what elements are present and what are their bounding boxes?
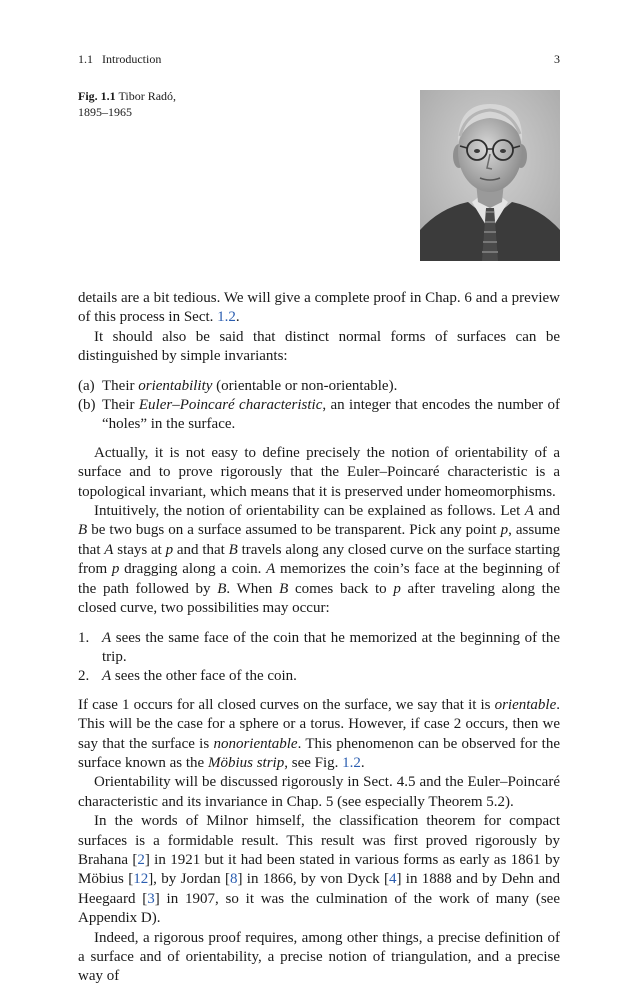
- p7-text: ] in 1921 but it had been stated in various forms as early as 1861 by Möbius [: [78, 851, 561, 888]
- math-var: B: [217, 580, 227, 597]
- section-title: Introduction: [102, 52, 162, 66]
- running-head: [78, 52, 560, 67]
- list-text: Their: [102, 377, 139, 394]
- citation-link[interactable]: 2: [137, 851, 145, 868]
- p4-text: . When: [226, 580, 280, 597]
- p4-text: Intuitively, the notion of orientability can be explained as follows. Let: [94, 503, 525, 520]
- p5-text: . This phenomenon can be observed for the surface known as the: [78, 735, 560, 771]
- figure-caption: [78, 88, 238, 120]
- p7-text: ], by Jordan [: [148, 871, 230, 888]
- list-text: sees the same face of the coin that he memorized at the beginning of the trip.: [102, 629, 560, 665]
- math-var: B: [78, 522, 88, 539]
- math-var: A: [102, 668, 112, 685]
- math-var: p: [500, 522, 509, 539]
- term-emphasis: Möbius strip: [207, 754, 285, 771]
- body-text: [78, 289, 560, 987]
- p5-text: .: [360, 754, 365, 771]
- citation-link[interactable]: 3: [147, 890, 155, 907]
- math-var: A: [104, 541, 114, 558]
- list-text: sees the other face of the coin.: [111, 668, 297, 685]
- p4-text: and that: [173, 541, 229, 558]
- list-item: [78, 377, 560, 396]
- list-item: [78, 396, 560, 435]
- paragraph-7: [78, 812, 560, 928]
- figure-caption-name: Tibor Radó,: [118, 89, 177, 103]
- p5-text: . This will be the case for a sphere or a torus. However, if case 2 occurs, then we say that the surface is: [78, 696, 560, 752]
- p7-text: In the words of Milnor himself, the classification theorem for compact surfaces is a formidable result. This result was first proved rigorously by Brahana [: [78, 813, 560, 868]
- p4-text: , assume that: [78, 522, 560, 558]
- citation-link[interactable]: 8: [229, 871, 238, 888]
- p4-text: travels along any closed curve on the surface starting from: [78, 541, 561, 578]
- p5-text: , see Fig.: [284, 754, 343, 771]
- p7-text: ] in 1866, by von Dyck [: [237, 871, 389, 888]
- term-emphasis: nonorientable: [213, 735, 298, 752]
- p7-text: ] in 1888 and by Dehn and Heegaard [: [78, 871, 561, 907]
- p7-text: ] in 1907, so it was the culmination of the work of many (see Appendix D).: [78, 890, 560, 927]
- paragraph-8: Indeed, a rigorous proof requires, among other things, a precise definition of a surface and of orientability, a precise notion of triangulation, and a precise way of: [78, 929, 560, 985]
- paragraph-2: It should also be said that distinct normal forms of surfaces can be distinguished by simple invariants:: [78, 328, 560, 365]
- list-label: (a): [78, 377, 95, 394]
- p4-text: and: [533, 503, 560, 520]
- section-number: 1.1: [78, 52, 93, 66]
- list-emphasis: orientability: [138, 377, 213, 394]
- p4-text: after traveling along the closed curve, two possibilities may occur:: [78, 580, 560, 617]
- p1-end: .: [235, 309, 240, 326]
- p5-text: If case 1 occurs for all closed curves on the surface, we say that it is: [78, 696, 495, 713]
- paragraph-5: [78, 696, 560, 774]
- invariants-list: [78, 377, 560, 435]
- math-var: A: [524, 503, 534, 520]
- math-var: p: [393, 580, 401, 597]
- math-var: A: [266, 561, 276, 578]
- citation-link[interactable]: 12: [133, 871, 149, 888]
- portrait-photo: [420, 90, 560, 261]
- list-label: 1.: [78, 629, 90, 646]
- list-item: [78, 629, 560, 668]
- figure-label: Fig. 1.1: [78, 89, 116, 103]
- p4-text: be two bugs on a surface assumed to be transparent. Pick any point: [87, 522, 501, 539]
- list-label: (b): [78, 397, 96, 414]
- paragraph-6: Orientability will be discussed rigorously in Sect. 4.5 and the Euler–Poincaré characteristic and its invariance in Chap. 5 (see especially Theorem 5.2).: [78, 774, 560, 810]
- math-var: B: [228, 541, 238, 558]
- list-text: , an integer that encodes the number of “holes” in the surface.: [102, 397, 561, 433]
- citation-link[interactable]: 4: [388, 871, 397, 888]
- cases-list: [78, 629, 560, 687]
- math-var: B: [279, 580, 289, 597]
- p1-text: details are a bit tedious. We will give a complete proof in Chap. 6 and a preview of this process in Sect.: [78, 290, 560, 326]
- term-emphasis: orientable: [494, 696, 557, 713]
- list-text: (orientable or non-orientable).: [212, 377, 398, 394]
- p4-text: stays at: [113, 541, 166, 558]
- math-var: p: [111, 561, 120, 578]
- list-text: Their: [102, 397, 139, 414]
- paragraph-4: [78, 502, 560, 618]
- math-var: p: [165, 541, 174, 558]
- paragraph-1: [78, 289, 560, 328]
- running-head-section: [78, 52, 161, 67]
- portrait-illustration: [420, 90, 560, 261]
- page-number: 3: [554, 52, 560, 66]
- figure-caption-years: 1895–1965: [78, 105, 132, 119]
- list-label: 2.: [78, 668, 90, 685]
- paragraph-3: Actually, it is not easy to define precisely the notion of orientability of a surface and to prove rigorously that the Euler–Poincaré characteristic is a topological invariant, which means that it is preserved under homeomorphisms.: [78, 444, 560, 500]
- p4-text: comes back to: [288, 580, 394, 597]
- section-link[interactable]: 1.2: [217, 309, 236, 326]
- figure-link[interactable]: 1.2: [342, 754, 361, 771]
- list-item: [78, 667, 560, 686]
- p4-text: dragging along a coin.: [119, 561, 267, 578]
- p4-text: memorizes the coin’s face at the beginning of the path followed by: [78, 561, 560, 597]
- math-var: A: [102, 629, 112, 646]
- list-emphasis: Euler–Poincaré characteristic: [138, 397, 323, 414]
